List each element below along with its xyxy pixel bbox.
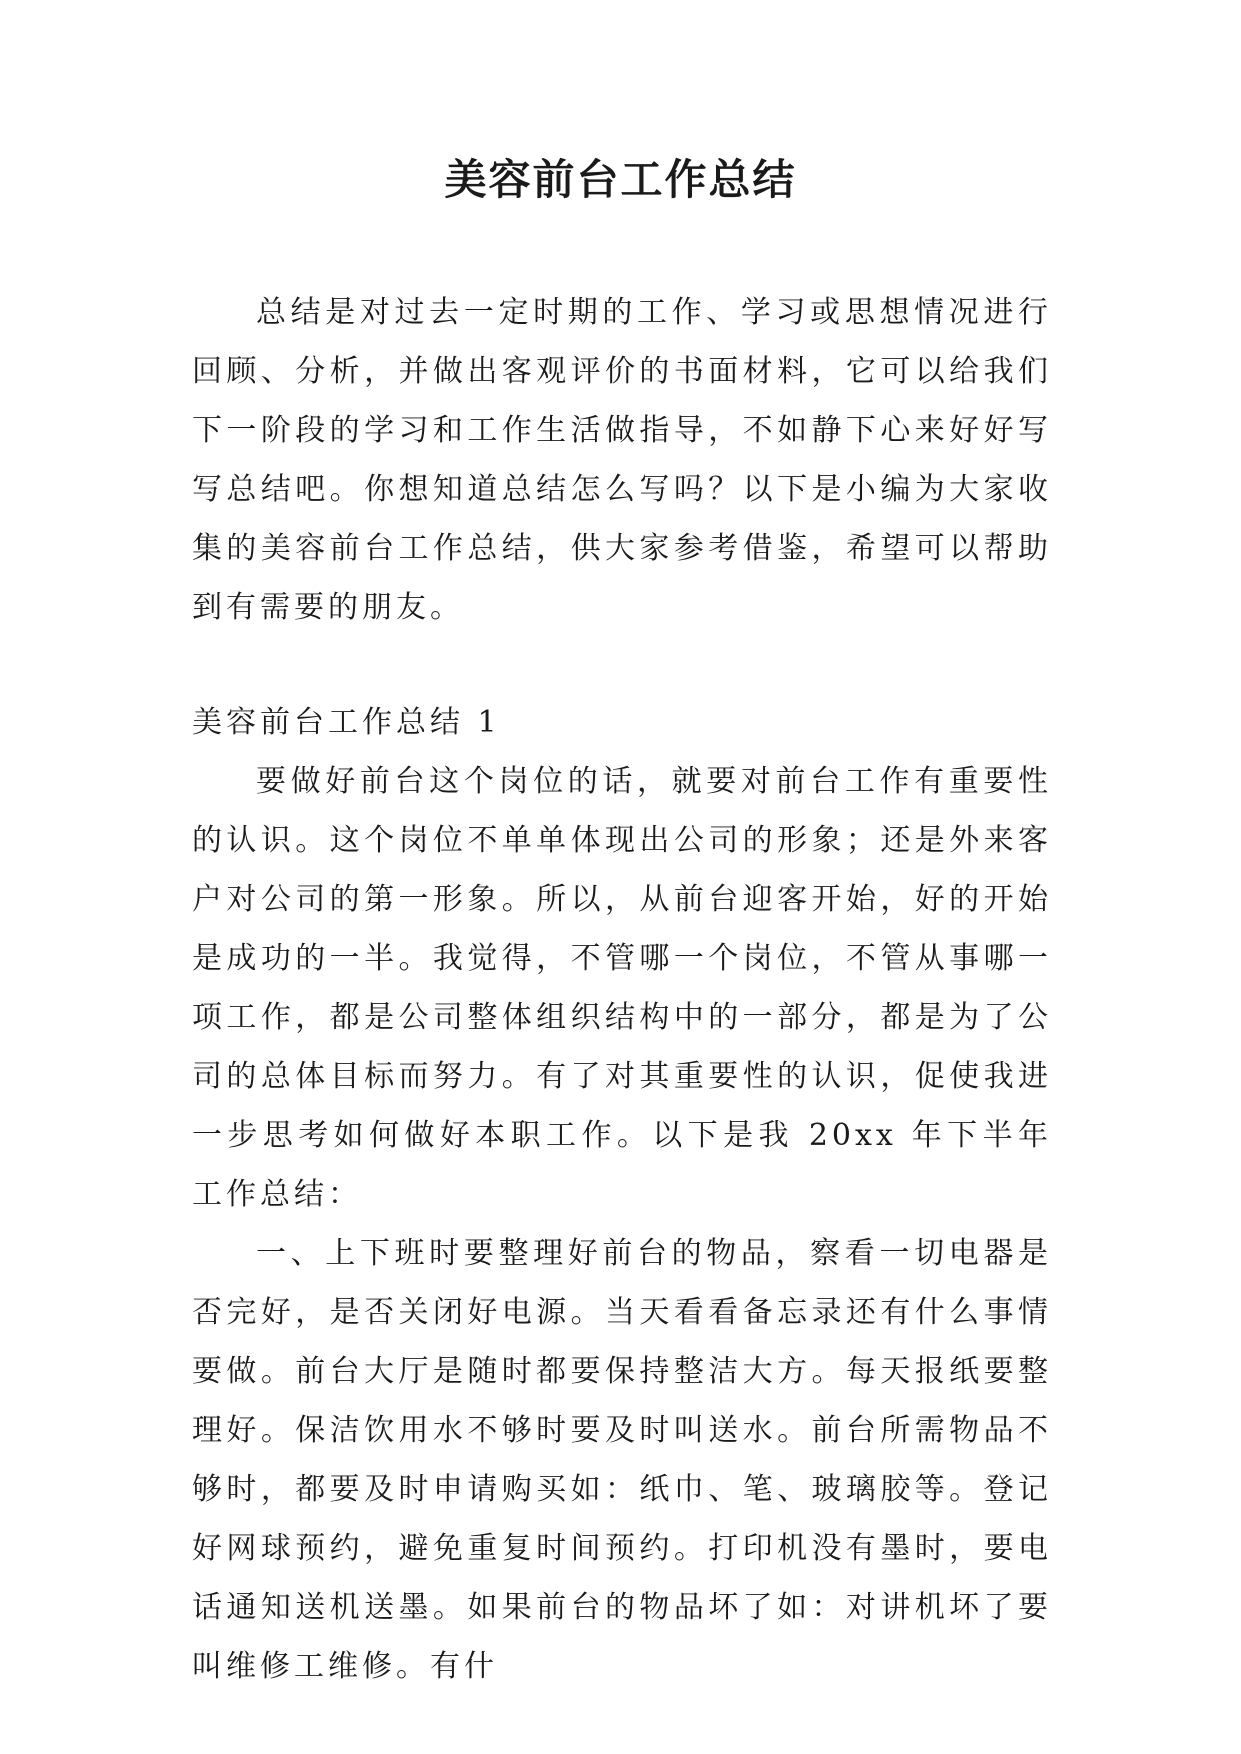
document-title: 美容前台工作总结 (444, 155, 797, 204)
section-1-paragraph-2: 一、上下班时要整理好前台的物品，察看一切电器是否完好，是否关闭好电源。当天看看备忘录还有什么事情要做。前台大厅是随时都要保持整洁大方。每天报纸要整理好。保洁饮用水不够时要及时叫送水。前台所需物品不够时，都要及时申请购买如：纸巾、笔、玻璃胶等。登记好网球预约，避免重复时间预约。打印机没有墨时，要电话通知送机送墨。如果前台的物品坏了如：对讲机坏了要叫维修工维修。有什 (192, 1236, 1052, 1684)
intro-paragraph: 总结是对过去一定时期的工作、学习或思想情况进行回顾、分析，并做出客观评价的书面材料，它可以给我们下一阶段的学习和工作生活做指导，不如静下心来好好写写总结吧。你想知道总结怎么写吗？以下是小编为大家收集的美容前台工作总结，供大家参考借鉴，希望可以帮助到有需要的朋友。 (192, 295, 1052, 625)
section-1 (192, 693, 1052, 1696)
section-1-heading: 美容前台工作总结 1 (192, 705, 501, 740)
section-1-paragraph-1: 要做好前台这个岗位的话，就要对前台工作有重要性的认识。这个岗位不单单体现出公司的形象；还是外来客户对公司的第一形象。所以，从前台迎客开始，好的开始是成功的一半。我觉得，不管哪一个岗位，不管从事哪一项工作，都是公司整体组织结构中的一部分，都是为了公司的总体目标而努力。有了对其重要性的认识，促使我进一步思考如何做好本职工作。以下是我 20xx 年下半年工作总结： (192, 764, 1052, 1212)
intro-block (192, 283, 1052, 637)
